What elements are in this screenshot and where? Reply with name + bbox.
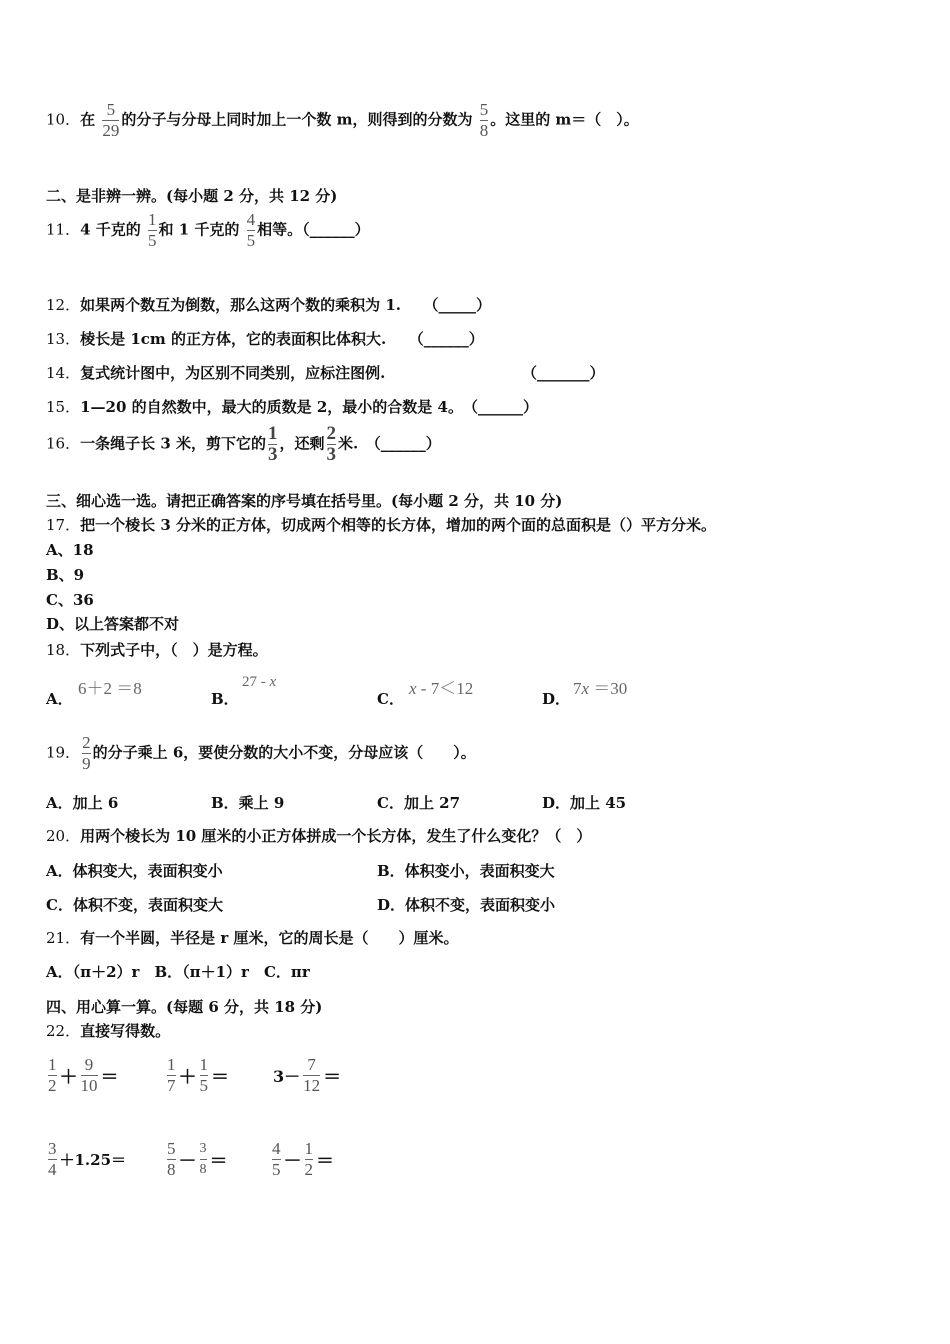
calc-1: $\frac{1}{2}$ ＋ $\frac{9}{10}$ ＝: [48, 1055, 119, 1095]
question-22: 22．直接写得数。: [46, 1022, 171, 1040]
question-20: 20．用两个棱长为 10 厘米的小正方体拼成一个长方体，发生了什么变化？（ ）: [46, 827, 592, 845]
equation-a: 6＋2 ＝8: [78, 679, 142, 698]
question-13: 13．棱长是 1cm 的正方体，它的表面积比体积大. （______）: [46, 330, 484, 348]
fraction: $\frac{2}{9}$: [82, 733, 91, 773]
question-21: 21．有一个半圆，半径是 r 厘米，它的周长是（ ）厘米。: [46, 929, 459, 947]
fraction: $\frac{2}{3}$: [326, 423, 336, 465]
option-b: B、9: [46, 566, 85, 584]
option-b: B．乘上 9: [211, 794, 285, 812]
question-18: 18．下列式子中，（ ）是方程。: [46, 641, 268, 659]
option-b-label: B．: [211, 690, 239, 708]
section-4-heading: 四、用心算一算。(每题 6 分，共 18 分): [46, 998, 323, 1016]
option-d-label: D．: [542, 690, 571, 708]
section-2-heading: 二、是非辨一辨。(每小题 2 分，共 12 分): [46, 187, 338, 205]
option-d: D．体积不变，表面积变小: [377, 896, 556, 914]
option-d: D．加上 45: [542, 794, 627, 812]
option-a: A．体积变大，表面积变小: [46, 862, 223, 880]
option-b: B．体积变小，表面积变大: [377, 862, 555, 880]
equation-c: x - 7＜12: [409, 679, 474, 698]
option-c-label: C．: [377, 690, 404, 708]
calc-2: $\frac{1}{7}$ ＋ $\frac{1}{5}$ ＝: [167, 1055, 229, 1095]
calc-3: 3－ $\frac{7}{12}$ ＝: [273, 1055, 342, 1095]
equation-b: 27 - x: [242, 674, 277, 690]
calc-4: $\frac{3}{4}$ ＋1.25＝: [48, 1139, 127, 1179]
question-12: 12．如果两个数互为倒数，那么这两个数的乘积为 1. （_____）: [46, 296, 491, 314]
fraction: $\frac{5}{29}$: [102, 100, 120, 140]
question-16: 16．一条绳子长 3 米，剪下它的 $\frac{1}{3}$ ，还剩 $\frac{2}{3}$ 米. （______）: [46, 423, 441, 465]
option-a: A、18: [46, 541, 94, 559]
option-c: C、36: [46, 591, 94, 609]
question-19: 19． $\frac{2}{9}$ 的分子乘上 6，要使分数的大小不变，分母应该（ ）。: [46, 733, 476, 773]
fraction: $\frac{4}{5}$: [246, 210, 256, 250]
question-21-options: A．（π＋2）r B．（π＋1）r C．πr: [46, 963, 310, 981]
question-14: 14．复式统计图中，为区别不同类别，应标注图例. （_______）: [46, 364, 605, 382]
question-10: 10．在 $\frac{5}{29}$ 的分子与分母上同时加上一个数 m，则得到的分数为 $\frac{5}{8}$ 。这里的 m＝（ ）。: [46, 100, 639, 140]
question-11: 11．4 千克的 $\frac{1}{5}$ 和 1 千克的 $\frac{4}{5}$ 相等。（______）: [46, 210, 370, 250]
question-number: 10．: [46, 110, 81, 129]
option-a-label: A．: [46, 690, 73, 708]
option-c: C．加上 27: [377, 794, 461, 812]
option-d: D、以上答案都不对: [46, 615, 180, 633]
fraction: $\frac{1}{3}$: [267, 423, 278, 465]
question-17: 17．把一个棱长 3 分米的正方体，切成两个相等的长方体，增加的两个面的总面积是（）平方分米。: [46, 516, 716, 534]
calc-5: $\frac{5}{8}$ － $\frac{3}{8}$ ＝: [167, 1139, 228, 1179]
section-3-heading: 三、细心选一选。请把正确答案的序号填在括号里。(每小题 2 分，共 10 分): [46, 492, 563, 510]
option-c: C．体积不变，表面积变大: [46, 896, 223, 914]
fraction: $\frac{5}{8}$: [479, 100, 489, 140]
fraction: $\frac{1}{5}$: [148, 210, 157, 250]
calc-6: $\frac{4}{5}$ － $\frac{1}{2}$ ＝: [272, 1139, 334, 1179]
equation-d: 7x ＝30: [573, 679, 628, 698]
option-a: A．加上 6: [46, 794, 119, 812]
question-15: 15．1—20 的自然数中，最大的质数是 2，最小的合数是 4。 （______）: [46, 398, 538, 416]
